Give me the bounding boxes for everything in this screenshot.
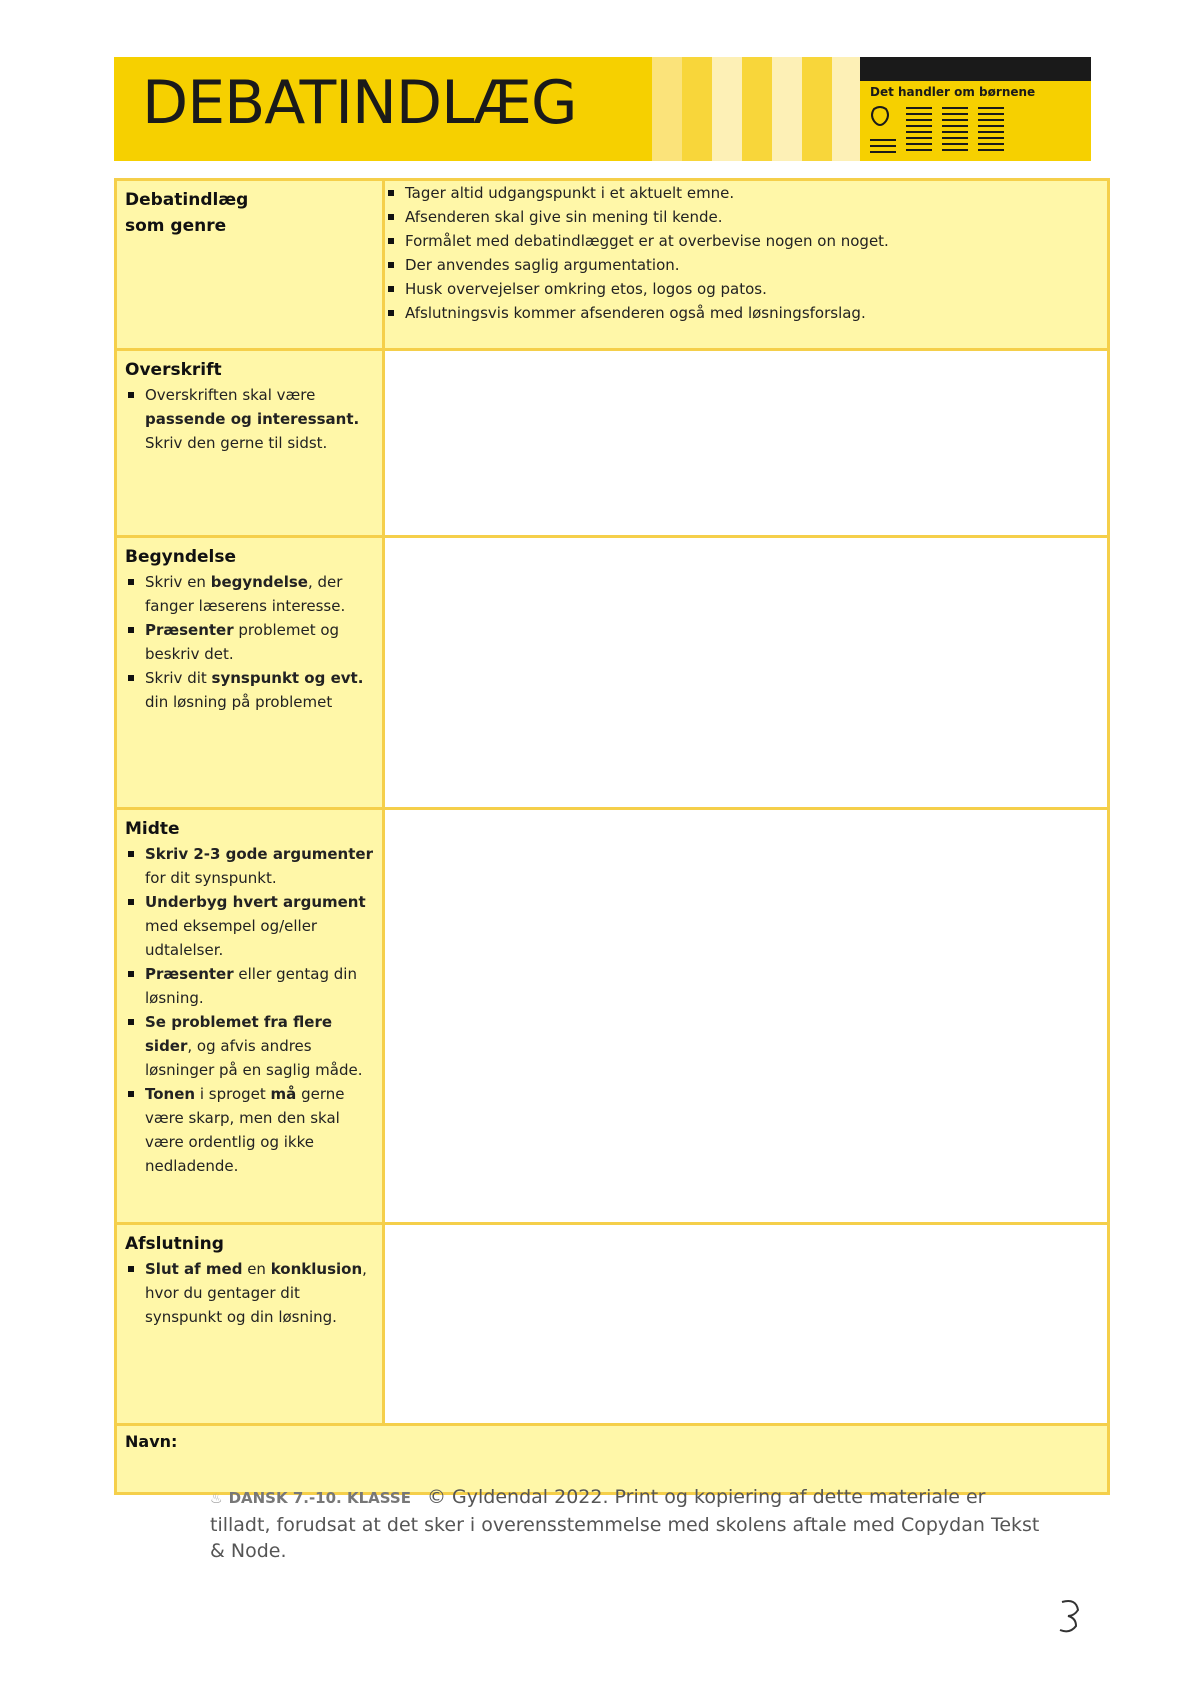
newspaper-columns-icon <box>870 105 1080 157</box>
afslutning-points-list <box>125 1257 376 1329</box>
text-span: problemet og beskriv det. <box>145 621 340 663</box>
text-span: , og afvis andres løsninger på en saglig måde. <box>145 1037 363 1079</box>
text-span: en <box>242 1260 271 1278</box>
list-item <box>125 1010 376 1082</box>
newspaper-illustration <box>860 57 1091 161</box>
midte-points-list <box>125 842 376 1178</box>
text-span: Skriv den gerne til sidst. <box>145 434 328 452</box>
footer-logo-text: DANSK 7.-10. KLASSE <box>228 1489 411 1507</box>
gyldendal-logo-icon: ♨ <box>210 1491 223 1507</box>
row-overskrift <box>117 351 1107 538</box>
text-span-bold: Underbyg hvert argument <box>145 893 366 911</box>
text-span: Overskriften skal være <box>145 386 316 404</box>
list-item <box>125 1257 376 1329</box>
list-item: Husk overvejelser omkring etos, logos og patos. <box>385 277 1107 301</box>
banner-stripe <box>772 57 802 161</box>
row-midte <box>117 810 1107 1225</box>
list-item <box>125 890 376 962</box>
overskrift-heading: Overskrift <box>125 360 222 380</box>
list-item <box>125 618 376 666</box>
begyndelse-label-cell <box>117 538 385 807</box>
page-title: DEBATINDLÆG <box>142 68 577 138</box>
banner-stripe <box>682 57 712 161</box>
afslutning-label-cell <box>117 1225 385 1423</box>
banner-stripe <box>802 57 832 161</box>
writing-template-table <box>114 178 1110 1495</box>
overskrift-points-list <box>125 383 376 455</box>
row-begyndelse <box>117 538 1107 810</box>
genre-heading-line2: som genre <box>125 216 227 236</box>
text-span: , hvor du gentager dit synspunkt og din løsning. <box>145 1260 367 1326</box>
genre-description-cell <box>385 181 1107 348</box>
list-item: Der anvendes saglig argumentation. <box>385 253 1107 277</box>
banner-stripe <box>712 57 742 161</box>
text-span: for dit synspunkt. <box>145 869 277 887</box>
text-span: , der fanger læserens interesse. <box>145 573 346 615</box>
midte-heading: Midte <box>125 819 180 839</box>
list-item <box>125 666 376 714</box>
text-span: med eksempel og/eller udtalelser. <box>145 917 318 959</box>
list-item <box>125 570 376 618</box>
genre-points-list <box>385 181 1107 325</box>
row-genre <box>117 181 1107 351</box>
row-navn[interactable] <box>117 1426 1107 1492</box>
row-afslutning <box>117 1225 1107 1426</box>
text-span-bold: begyndelse <box>210 573 308 591</box>
overskrift-label-cell <box>117 351 385 535</box>
text-span-bold: Præsenter <box>145 965 234 983</box>
afslutning-writing-area[interactable] <box>385 1225 1107 1423</box>
list-item <box>125 962 376 1010</box>
text-span: Skriv dit <box>145 669 212 687</box>
text-span-bold: Tonen <box>145 1085 196 1103</box>
genre-heading-line1: Debatindlæg <box>125 190 249 210</box>
text-span: eller gentag din løsning. <box>145 965 357 1007</box>
banner-stripe <box>652 57 682 161</box>
list-item <box>125 842 376 890</box>
newspaper-top-bar <box>860 57 1091 81</box>
text-span-bold: Præsenter <box>145 621 234 639</box>
newspaper-caption: Det handler om børnene <box>870 85 1036 99</box>
text-span: din løsning på problemet <box>145 693 333 711</box>
begyndelse-heading: Begyndelse <box>125 547 237 567</box>
genre-label-cell <box>117 181 385 348</box>
list-item: Afslutningsvis kommer afsenderen også med løsningsforslag. <box>385 301 1107 325</box>
page-corner-mark-icon <box>1054 1598 1084 1634</box>
text-span: gerne være skarp, men den skal være ordentlig og ikke nedladende. <box>145 1085 345 1175</box>
text-span-bold: synspunkt og evt. <box>211 669 364 687</box>
text-span-bold: Skriv 2-3 gode argumenter <box>145 845 373 863</box>
text-span-bold: må <box>270 1085 297 1103</box>
overskrift-writing-area[interactable] <box>385 351 1107 535</box>
text-span-bold: Se problemet fra flere sider <box>145 1013 333 1055</box>
begyndelse-points-list <box>125 570 376 714</box>
begyndelse-writing-area[interactable] <box>385 538 1107 807</box>
banner-stripe <box>742 57 772 161</box>
text-span-bold: passende og interessant. <box>145 410 360 428</box>
text-span: i sproget <box>195 1085 271 1103</box>
list-item: Afsenderen skal give sin mening til kende. <box>385 205 1107 229</box>
footer <box>210 1484 1040 1564</box>
text-span: Skriv en <box>145 573 211 591</box>
list-item <box>125 1082 376 1178</box>
list-item: Formålet med debatindlægget er at overbevise nogen on noget. <box>385 229 1107 253</box>
midte-label-cell <box>117 810 385 1222</box>
list-item: Tager altid udgangspunkt i et aktuelt emne. <box>385 181 1107 205</box>
list-item <box>125 383 376 455</box>
navn-label: Navn: <box>125 1432 178 1451</box>
afslutning-heading: Afslutning <box>125 1234 224 1254</box>
banner-stripe <box>832 57 862 161</box>
text-span-bold: Slut af med <box>145 1260 243 1278</box>
text-span-bold: konklusion <box>270 1260 363 1278</box>
header-banner <box>114 57 1091 161</box>
footer-copyright: © Gyldendal 2022. Print og kopiering af dette materiale er tilladt, forudsat at det sker i overensstemmelse med skolens aftale med Copydan Tekst & Node. <box>210 1486 1040 1562</box>
midte-writing-area[interactable] <box>385 810 1107 1222</box>
